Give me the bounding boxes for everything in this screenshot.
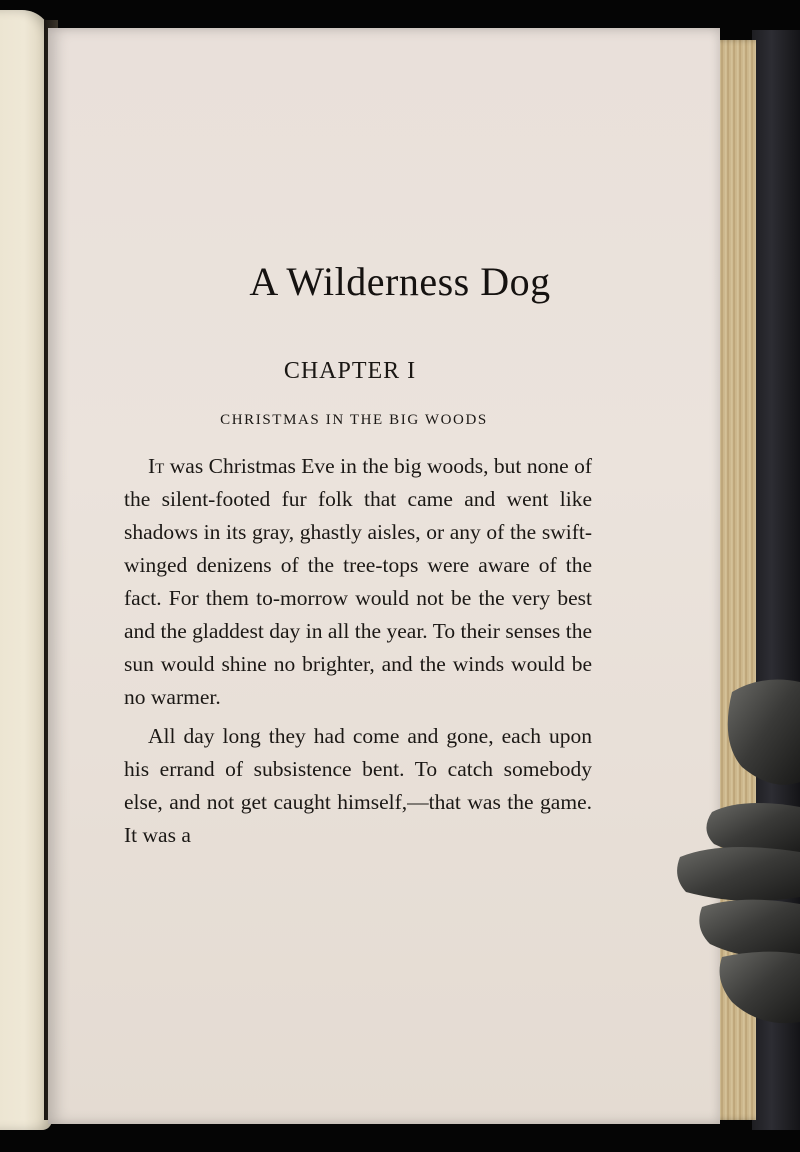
- drop-word: It: [148, 454, 165, 478]
- chapter-title: CHRISTMAS IN THE BIG WOODS: [220, 412, 488, 428]
- paragraph-2: All day long they had come and gone, each upon his errand of subsistence bent. To catch somebody else, and not get caught himself,—that was the game. It was a: [124, 724, 592, 847]
- body-text: [124, 450, 592, 852]
- book-title: A Wilderness Dog: [249, 259, 551, 304]
- chapter-number: CHAPTER I: [283, 358, 417, 384]
- paragraph-1: [124, 450, 592, 714]
- hand-holding-page: [672, 672, 800, 1032]
- paragraph-1-text: was Christmas Eve in the big woods, but none of the silent-footed fur folk that came and went like shadows in its gray, ghastly aisles, or any of the swift-winged denizens of the tree-tops were aware of the fact. For them to-morrow would not be the very best and the gladdest day in all the year. To their senses the sun would shine no brighter, and the winds would be no warmer.: [124, 454, 592, 709]
